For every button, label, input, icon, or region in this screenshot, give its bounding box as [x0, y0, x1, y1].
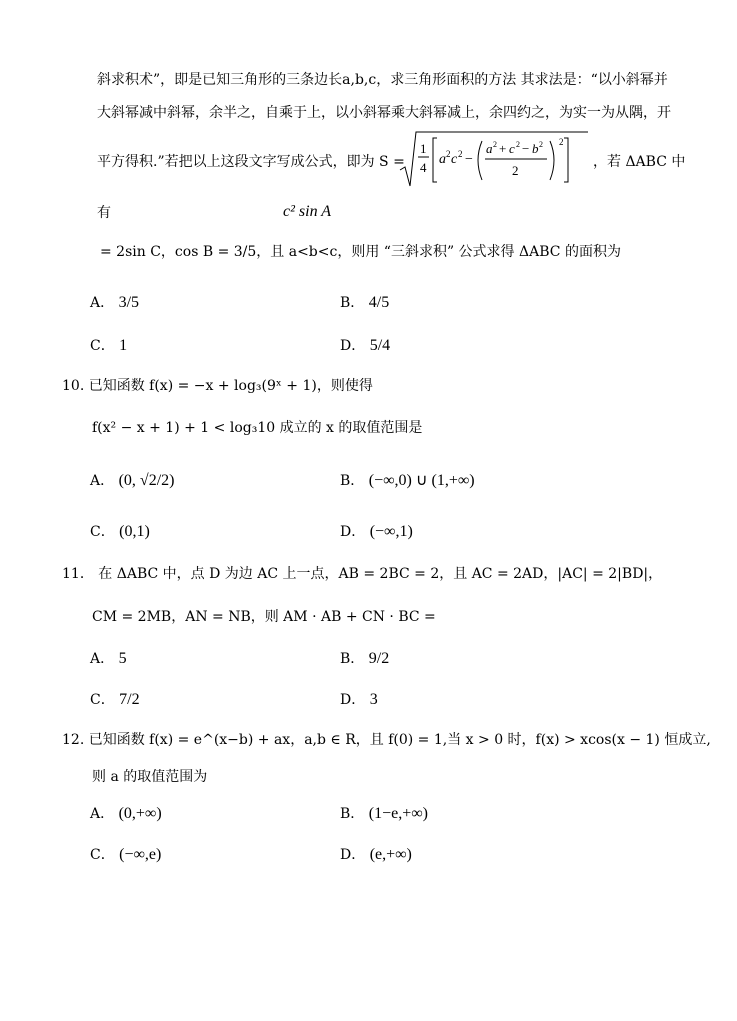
- svg-text:1: 1: [420, 141, 427, 156]
- q10-number: 10.: [62, 378, 85, 394]
- q11-option-a-value: 5: [118, 650, 127, 667]
- q9-line-4-start: 有: [97, 205, 111, 221]
- svg-text:2: 2: [493, 140, 497, 149]
- q11-option-b[interactable]: B． 9/2: [340, 650, 390, 667]
- svg-text:−: −: [522, 141, 530, 156]
- svg-text:c: c: [509, 141, 515, 156]
- svg-text:2: 2: [446, 149, 451, 159]
- q12-option-b-value: (1−e,+∞): [368, 805, 428, 822]
- q9-option-c-value: 1: [119, 337, 128, 354]
- q12-option-d[interactable]: D． (e,+∞): [340, 846, 412, 863]
- q12-option-c[interactable]: C． (−∞,e): [90, 846, 162, 863]
- q10-option-a[interactable]: A． (0, √2/2): [90, 472, 175, 489]
- svg-text:2: 2: [512, 163, 519, 178]
- svg-text:−: −: [465, 152, 473, 167]
- q10-option-c[interactable]: C． (0,1): [90, 523, 150, 540]
- q9-line-4-expr: c² sin A: [283, 203, 332, 220]
- q12-stem-1: 12. 已知函数 f(x) = e^(x−b) + ax，a,b ∈ R，且 f(0) = 1,当 x > 0 时，f(x) > xcos(x − 1) 恒成立,: [62, 732, 711, 748]
- q11-stem-1: 11． 在 ΔABC 中，点 D 为边 AC 上一点，AB = 2BC = 2，且 AC = 2AD，|AC| = 2|BD|，: [62, 566, 663, 582]
- q9-option-d-value: 5/4: [369, 337, 391, 354]
- q12-option-a-value: (0,+∞): [118, 805, 162, 822]
- q9-option-c[interactable]: C． 1: [90, 337, 128, 354]
- q10-stem-2: f(x² − x + 1) + 1 < log₃10 成立的 x 的取值范围是: [92, 420, 423, 436]
- svg-text:b: b: [532, 141, 539, 156]
- q10-option-c-value: (0,1): [119, 523, 150, 540]
- q12-option-d-value: (e,+∞): [369, 846, 412, 863]
- q9-line-5: = 2sin C，cos B = 3/5，且 a<b<c，则用 “三斜求积” 公式求得 ΔABC 的面积为: [100, 244, 621, 260]
- q9-line-2: 大斜幂减中斜幂，余半之，自乘于上，以小斜幂乘大斜幂减上，余四约之，为实一为从隅，开: [97, 105, 671, 121]
- q10-option-d-value: (−∞,1): [369, 523, 413, 540]
- q9-option-d[interactable]: D． 5/4: [340, 337, 391, 354]
- q11-option-d-value: 3: [369, 691, 378, 708]
- svg-text:2: 2: [458, 149, 463, 159]
- q9-line-3-suffix: ，若 ΔABC 中: [593, 154, 686, 170]
- q12-option-c-value: (−∞,e): [119, 846, 162, 863]
- q9-option-b-value: 4/5: [368, 294, 390, 311]
- svg-text:+: +: [499, 141, 507, 156]
- q11-option-d[interactable]: D． 3: [340, 691, 378, 708]
- q10-option-d[interactable]: D． (−∞,1): [340, 523, 413, 540]
- svg-text:a: a: [486, 141, 493, 156]
- q9-option-a-value: 3/5: [118, 294, 140, 311]
- q10-option-a-value: (0, √2/2): [118, 472, 175, 489]
- q12-stem-2: 则 a 的取值范围为: [92, 769, 208, 785]
- triangle-area-formula: [398, 128, 590, 190]
- q9-option-a[interactable]: A． 3/5: [90, 294, 140, 311]
- q11-stem-2: CM = 2MB，AN = NB，则 AM · AB + CN · BC =: [92, 609, 436, 625]
- svg-text:2: 2: [539, 140, 543, 149]
- svg-text:2: 2: [559, 137, 564, 147]
- svg-text:a: a: [439, 152, 446, 167]
- q9-line-1: 斜求积术”，即是已知三角形的三条边长a,b,c，求三角形面积的方法 其求法是：“以小斜幂并: [97, 72, 668, 88]
- q11-option-b-value: 9/2: [368, 650, 390, 667]
- svg-text:4: 4: [420, 160, 427, 175]
- q9-option-b[interactable]: B． 4/5: [340, 294, 390, 311]
- q12-number: 12.: [62, 732, 85, 748]
- svg-text:c: c: [451, 152, 458, 167]
- q12-option-a[interactable]: A． (0,+∞): [90, 805, 162, 822]
- q12-option-b[interactable]: B． (1−e,+∞): [340, 805, 428, 822]
- q10-stem-1: 10. 已知函数 f(x) = −x + log₃(9ˣ + 1)，则使得: [62, 378, 373, 394]
- q11-option-c[interactable]: C． 7/2: [90, 691, 140, 708]
- q10-option-b-value: (−∞,0) ∪ (1,+∞): [368, 472, 475, 489]
- q9-line-3-prefix: 平方得积.”若把以上这段文字写成公式，即为 S =: [97, 154, 405, 170]
- q11-option-c-value: 7/2: [119, 691, 140, 708]
- q11-number: 11．: [62, 566, 94, 582]
- q10-option-b[interactable]: B． (−∞,0) ∪ (1,+∞): [340, 472, 475, 489]
- q11-option-a[interactable]: A． 5: [90, 650, 127, 667]
- svg-text:2: 2: [516, 140, 520, 149]
